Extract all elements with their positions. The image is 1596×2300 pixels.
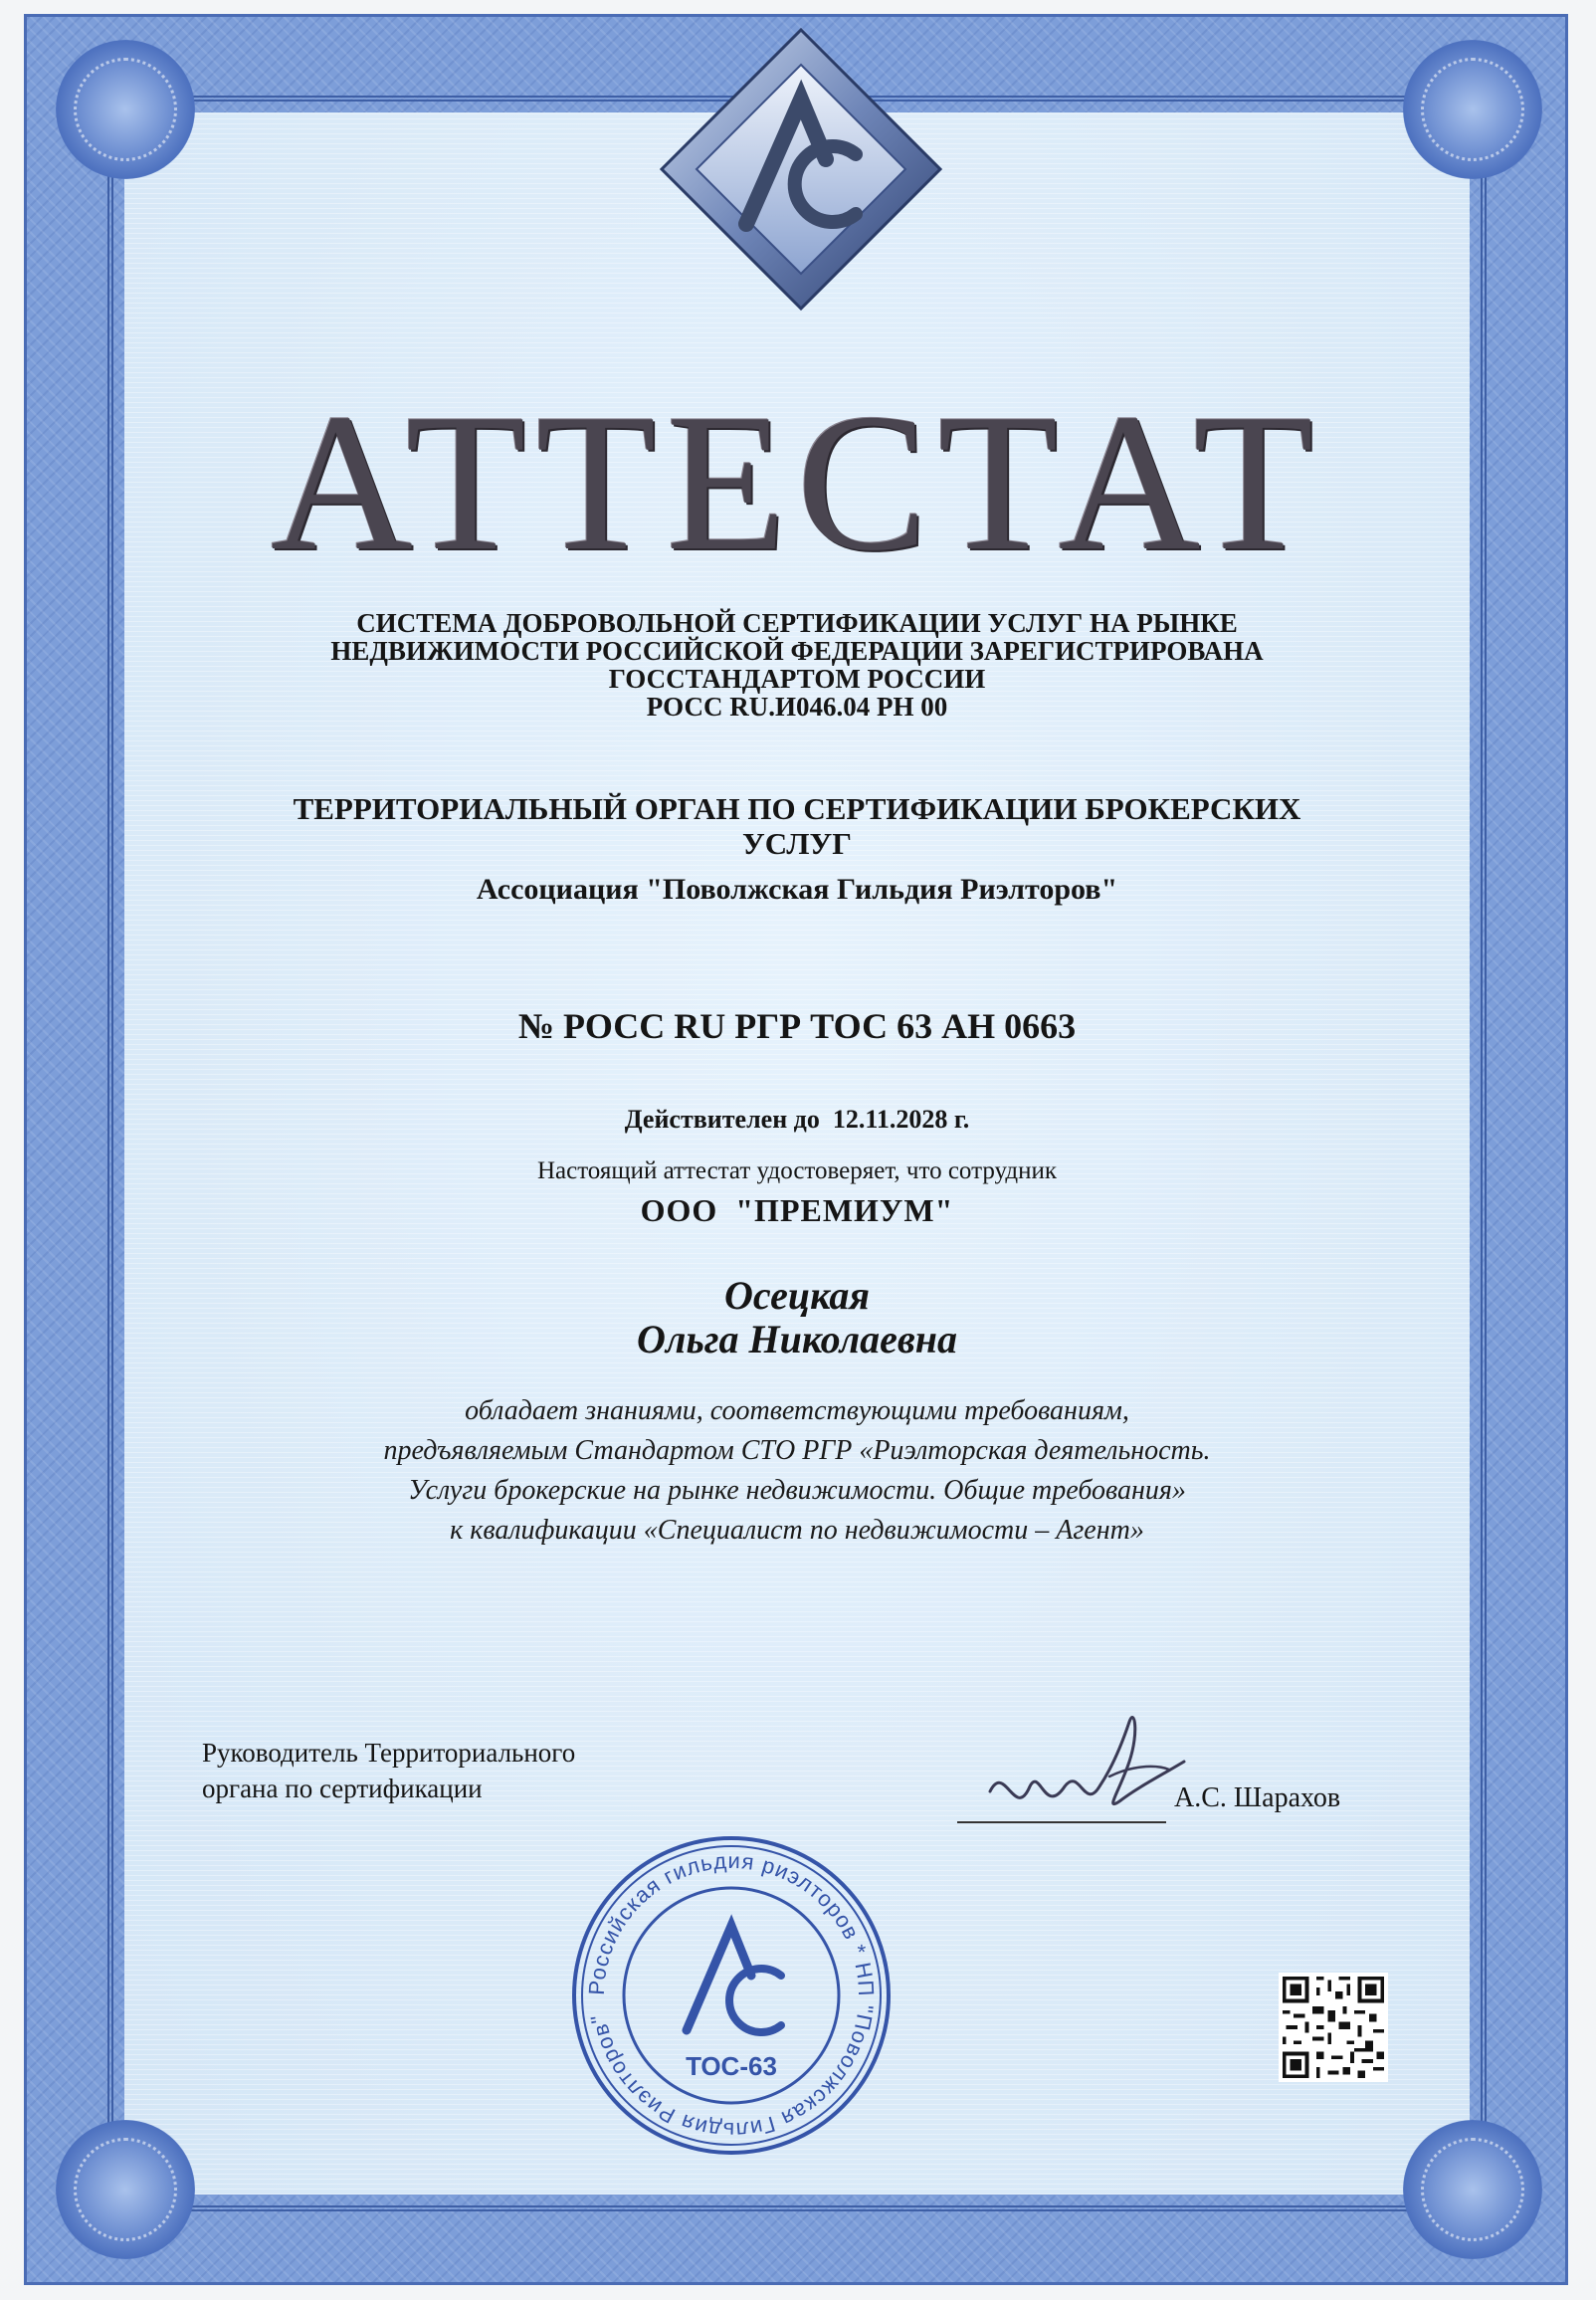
corner-rosette-top-left bbox=[56, 40, 195, 179]
handwritten-signature bbox=[970, 1692, 1209, 1841]
corner-rosette-bottom-left bbox=[56, 2120, 195, 2259]
territorial-organ-block bbox=[124, 791, 1470, 861]
system-line: НЕДВИЖИМОСТИ РОССИЙСКОЙ ФЕДЕРАЦИИ ЗАРЕГИСТРИРОВАНА bbox=[330, 636, 1264, 666]
stamp-outer-text: Российская гильдия риэлторов * НП "Поволжская Гильдия Риэлторов" bbox=[583, 1847, 880, 2144]
signatory-role-line: Руководитель Территориального bbox=[202, 1738, 576, 1768]
as-logo bbox=[652, 20, 950, 318]
signature-line bbox=[957, 1821, 1166, 1823]
qualification-statement bbox=[124, 1391, 1470, 1551]
certificate-title: АТТЕСТАТ bbox=[270, 373, 1324, 591]
certificate-number: № РОСС RU РГР ТОС 63 АН 0663 bbox=[517, 1006, 1077, 1046]
signatory-name: А.С. Шарахов bbox=[1174, 1782, 1341, 1813]
organ-line: УСЛУГ bbox=[742, 826, 852, 861]
stamp-center-code: ТОС-63 bbox=[686, 2051, 777, 2081]
certifies-text: Настоящий аттестат удостоверяет, что сотрудник bbox=[536, 1157, 1058, 1184]
system-line: ГОССТАНДАРТОМ РОССИИ bbox=[608, 664, 986, 694]
qualification-line: предъявляемым Стандартом СТО РГР «Риэлторская деятельность. bbox=[383, 1435, 1211, 1466]
system-line: СИСТЕМА ДОБРОВОЛЬНОЙ СЕРТИФИКАЦИИ УСЛУГ НА РЫНКЕ bbox=[356, 608, 1238, 638]
holder-name bbox=[124, 1274, 1470, 1361]
qualification-line: к квалификации «Специалист по недвижимости – Агент» bbox=[450, 1515, 1144, 1546]
system-registration-number: РОСС RU.И046.04 РН 00 bbox=[646, 692, 948, 722]
signatory-role bbox=[202, 1735, 575, 1806]
valid-until: Действителен до 12.11.2028 г. bbox=[624, 1105, 970, 1134]
corner-rosette-top-right bbox=[1403, 40, 1542, 179]
association-name: Ассоциация "Поволжская Гильдия Риэлторов" bbox=[476, 873, 1118, 906]
corner-rosette-bottom-right bbox=[1403, 2120, 1542, 2259]
qualification-line: Услуги брокерские на рынке недвижимости. Общие требования» bbox=[408, 1475, 1186, 1506]
certification-system-block bbox=[124, 609, 1470, 721]
official-stamp bbox=[567, 1831, 896, 2160]
qr-code-icon bbox=[1279, 1973, 1388, 2082]
holder-first-patronymic: Ольга Николаевна bbox=[637, 1317, 957, 1361]
company-name: ООО "ПРЕМИУМ" bbox=[640, 1192, 954, 1228]
organ-line: ТЕРРИТОРИАЛЬНЫЙ ОРГАН ПО СЕРТИФИКАЦИИ БРОКЕРСКИХ bbox=[293, 791, 1301, 826]
signatory-role-line: органа по сертификации bbox=[202, 1774, 483, 1803]
holder-last-name: Осецкая bbox=[724, 1273, 870, 1318]
qualification-line: обладает знаниями, соответствующими требованиям, bbox=[465, 1395, 1129, 1426]
